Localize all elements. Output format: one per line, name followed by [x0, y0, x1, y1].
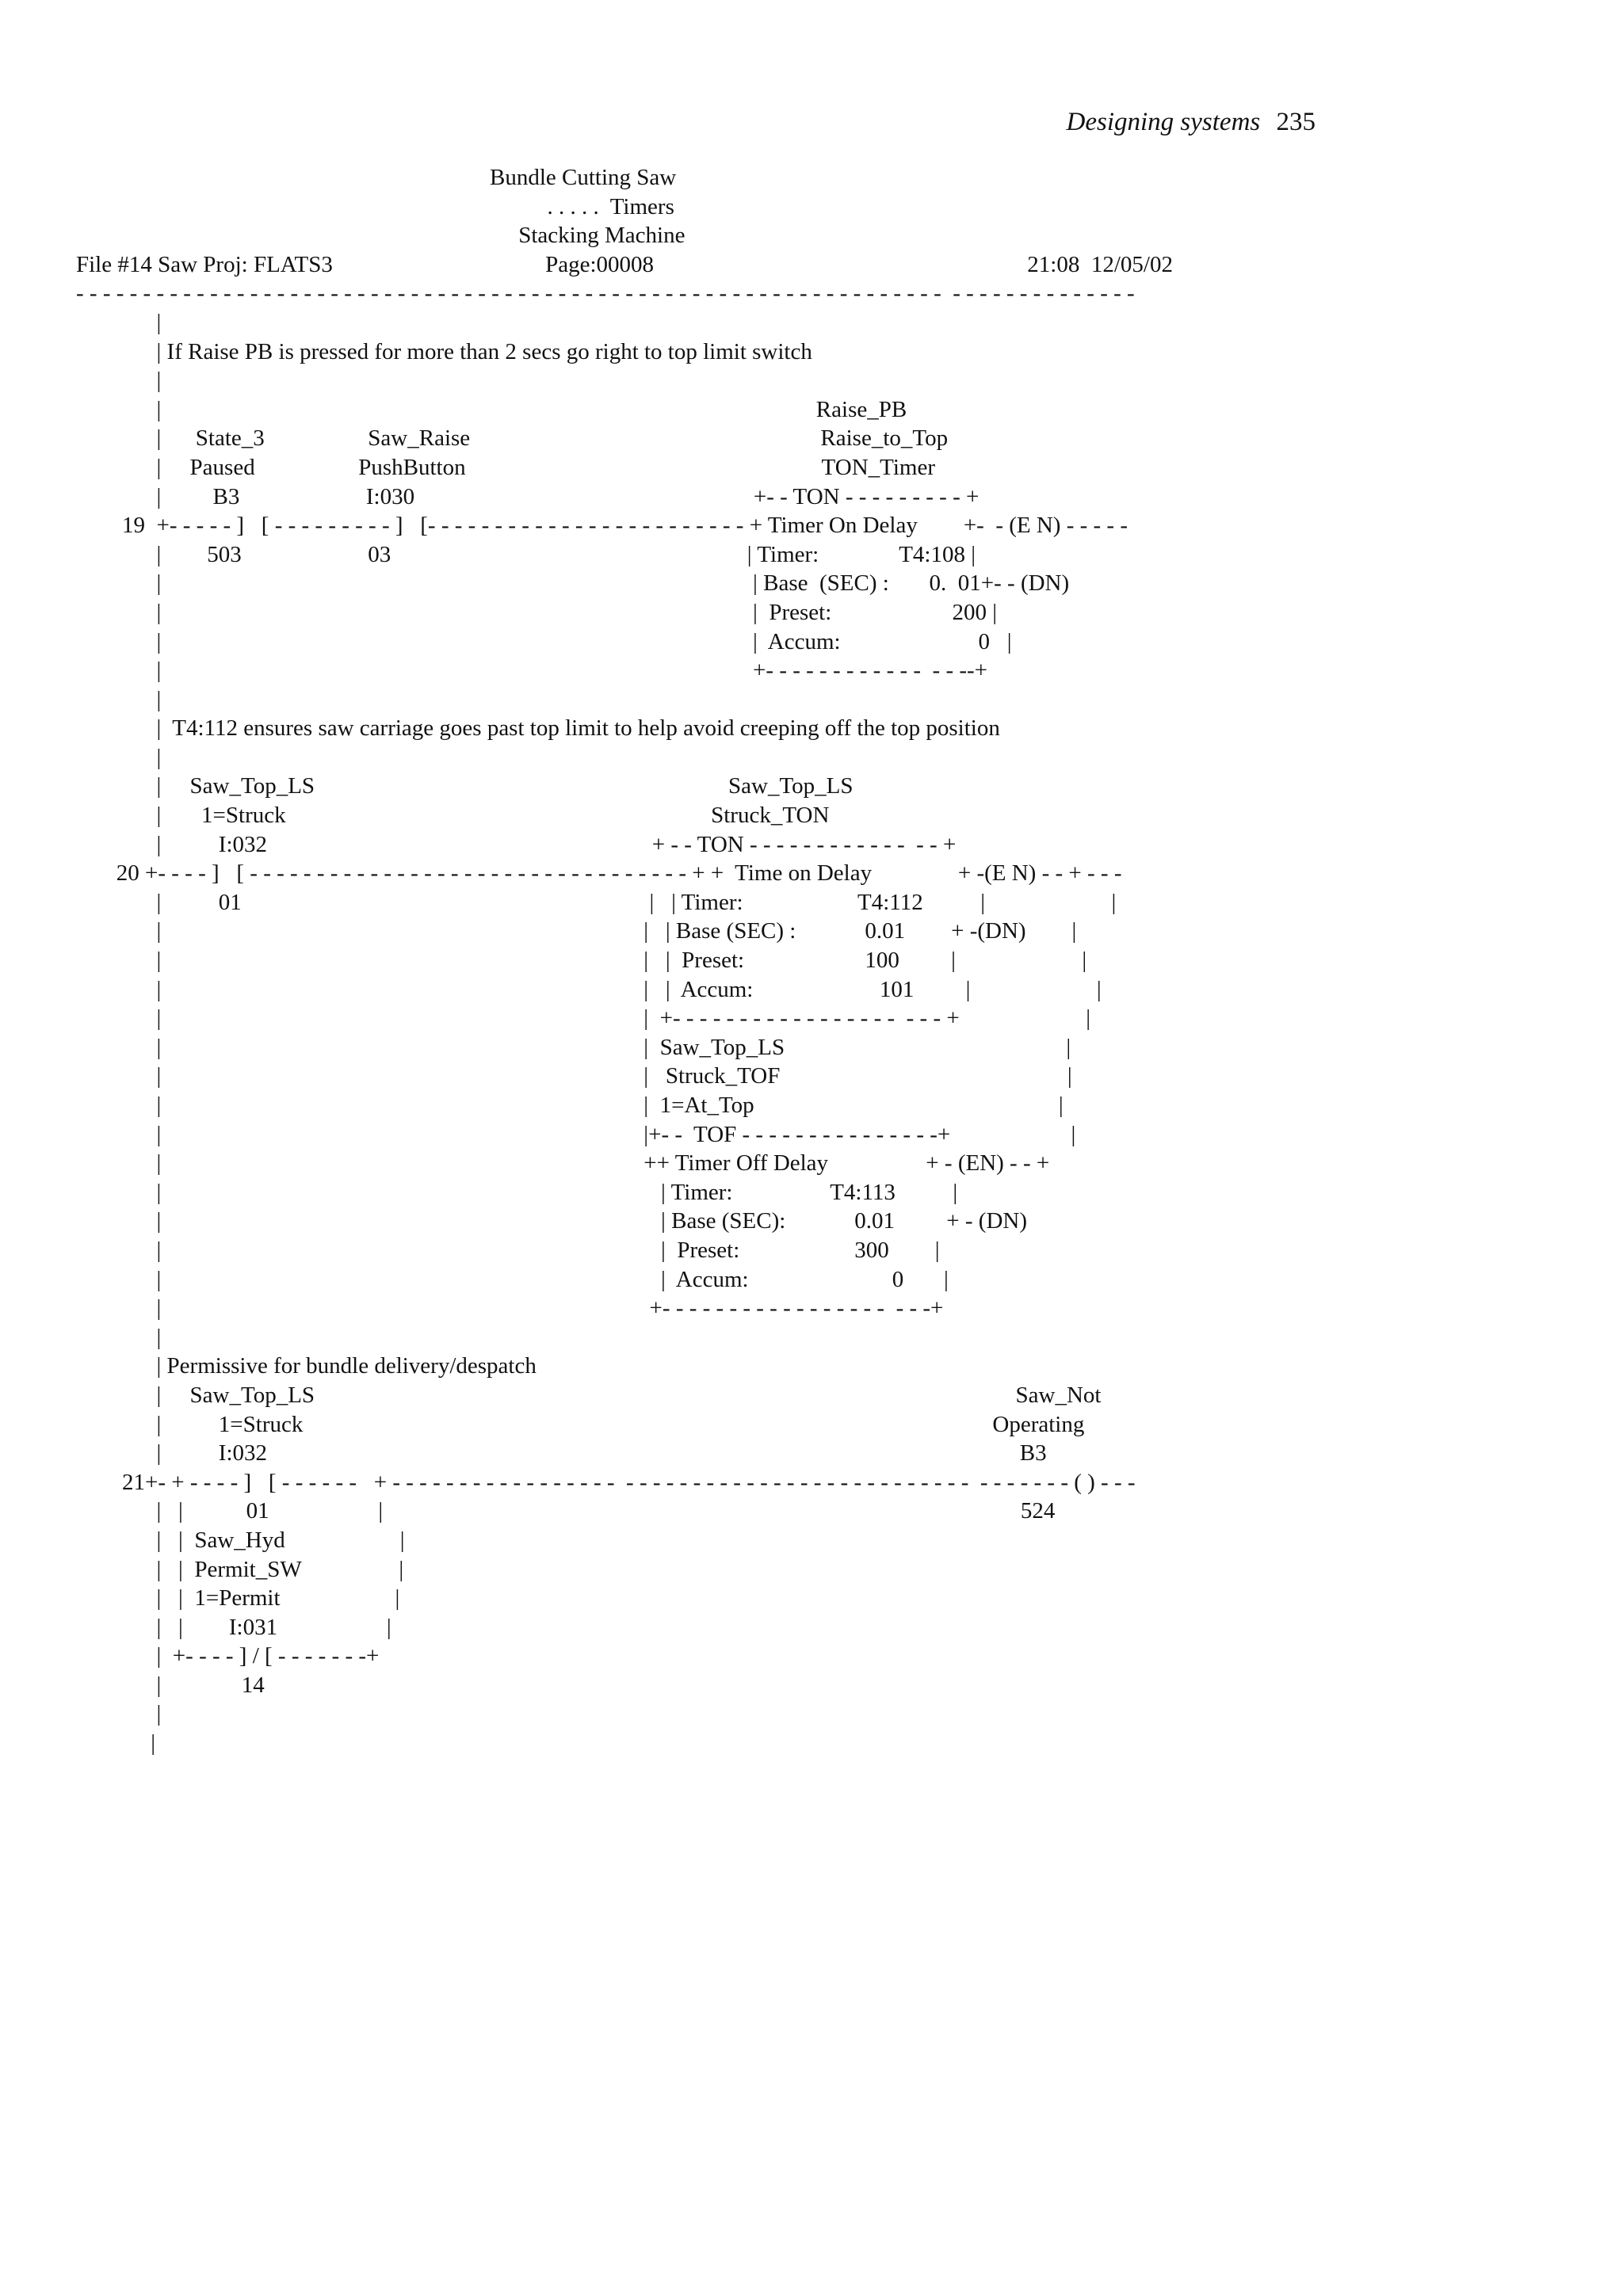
listing-line: - - - - - - - - - - - - - - - - - - - - - - - - - - - - - - - - - - - - - - - - - - - - - - - - - - - - - - - - - - - - - - - - - - - - - - - - - - - - - - - — [76, 280, 1135, 307]
listing-line: | T4:112 ensures saw carriage goes past top limit to help avoid creeping off the top position — [76, 715, 1000, 742]
listing-line: | | Struck_TOF | — [76, 1063, 1072, 1089]
listing-line: | If Raise PB is pressed for more than 2 secs go right to top limit switch — [76, 338, 812, 364]
listing-line: | Saw_Top_LS Saw_Not — [76, 1382, 1102, 1408]
listing-line: | 14 — [76, 1672, 265, 1698]
listing-line: | | | Preset: 100 | | — [76, 948, 1087, 974]
listing-line: . . . . . Timers — [76, 193, 674, 219]
listing-line: | — [76, 744, 162, 770]
listing-line: | | Accum: 0 | — [76, 628, 1012, 654]
listing-line: | Permissive for bundle delivery/despatch — [76, 1353, 537, 1379]
listing-line: | I:032 + - - TON - - - - - - - - - - - - - - + — [76, 831, 957, 857]
listing-line: | | Preset: 200 | — [76, 599, 998, 625]
listing-line: | | Saw_Top_LS | — [76, 1034, 1071, 1060]
listing-line: Stacking Machine — [76, 223, 685, 249]
listing-line: | ++ Timer Off Delay + - (EN) - - + — [76, 1150, 1050, 1177]
listing-line: | — [76, 1324, 162, 1350]
listing-line: | | 01 | 524 — [76, 1498, 1056, 1524]
listing-line: | | Accum: 0 | — [76, 1266, 949, 1292]
listing-line: | 503 03 | Timer: T4:108 | — [76, 541, 976, 567]
listing-line: | | Permit_SW | — [76, 1556, 404, 1582]
listing-line: 21+- + - - - - ] [ - - - - - - + - - - - - - - - - - - - - - - - - - - - - - - - - - - - - - - - - - - - - - - - - - - - - - - - - - ( ) - - - — [76, 1469, 1136, 1495]
running-head-title: Designing systems — [1066, 108, 1261, 136]
listing-line: | — [76, 1701, 162, 1727]
listing-line: | Saw_Top_LS Saw_Top_LS — [76, 773, 854, 799]
running-head — [1067, 108, 1316, 137]
listing-line: | +- - - - ] / [ - - - - - - -+ — [76, 1643, 380, 1669]
listing-line: | I:032 B3 — [76, 1440, 1047, 1466]
listing-line: | | +- - - - - - - - - - - - - - - - - - - - + | — [76, 1005, 1091, 1032]
listing-line: | Raise_PB — [76, 396, 907, 422]
listing-line: | — [76, 686, 162, 712]
listing-line: | | Preset: 300 | — [76, 1237, 940, 1263]
listing-line: | B3 I:030 +- - TON - - - - - - - - - + — [76, 483, 980, 509]
page-number: 235 — [1276, 108, 1316, 136]
listing-line: | +- - - - - - - - - - - - - - --+ — [76, 658, 988, 684]
listing-line: | | Saw_Hyd | — [76, 1527, 405, 1553]
listing-line: | | | Base (SEC) : 0.01 + -(DN) | — [76, 918, 1077, 944]
listing-line: | | Timer: T4:113 | — [76, 1179, 958, 1205]
listing-line: | 1=Struck Operating — [76, 1411, 1085, 1437]
listing-line: | +- - - - - - - - - - - - - - - - - - - -+ — [76, 1295, 944, 1322]
listing-line: | State_3 Saw_Raise Raise_to_Top — [76, 425, 949, 452]
listing-line: | | 1=Permit | — [76, 1585, 400, 1611]
listing-line: | 1=Struck Struck_TON — [76, 803, 830, 829]
listing-line: | Paused PushButton TON_Timer — [76, 454, 935, 480]
ladder-logic-listing — [76, 163, 1173, 1787]
listing-line: | 01 | | Timer: T4:112 | | — [76, 889, 1117, 915]
listing-line: 19 +- - - - - ] [ - - - - - - - - - ] [- - - - - - - - - - - - - - - - - - - - - - - - + Timer On Delay +- - (E N) - - - - - — [76, 513, 1128, 539]
listing-line: File #14 Saw Proj: FLATS3 Page:00008 21:08 12/05/02 — [76, 251, 1173, 277]
listing-line: | |+- - TOF - - - - - - - - - - - - - - -+ | — [76, 1121, 1076, 1147]
listing-line: | — [76, 1730, 156, 1756]
listing-line: | | | Accum: 101 | | — [76, 976, 1102, 1002]
listing-line: | | Base (SEC) : 0. 01+- - (DN) — [76, 570, 1070, 597]
listing-line: | — [76, 368, 162, 394]
listing-line: 20 +- - - - ] [ - - - - - - - - - - - - - - - - - - - - - - - - - - - - - - - - - + + Time on Delay + -(E N) - - + - - - — [76, 860, 1122, 887]
listing-line: | | Base (SEC): 0.01 + - (DN) — [76, 1208, 1028, 1234]
listing-line: | — [76, 309, 162, 335]
listing-line: | | 1=At_Top | — [76, 1093, 1064, 1118]
listing-line: Bundle Cutting Saw — [76, 165, 677, 190]
listing-line: | | I:031 | — [76, 1614, 391, 1640]
